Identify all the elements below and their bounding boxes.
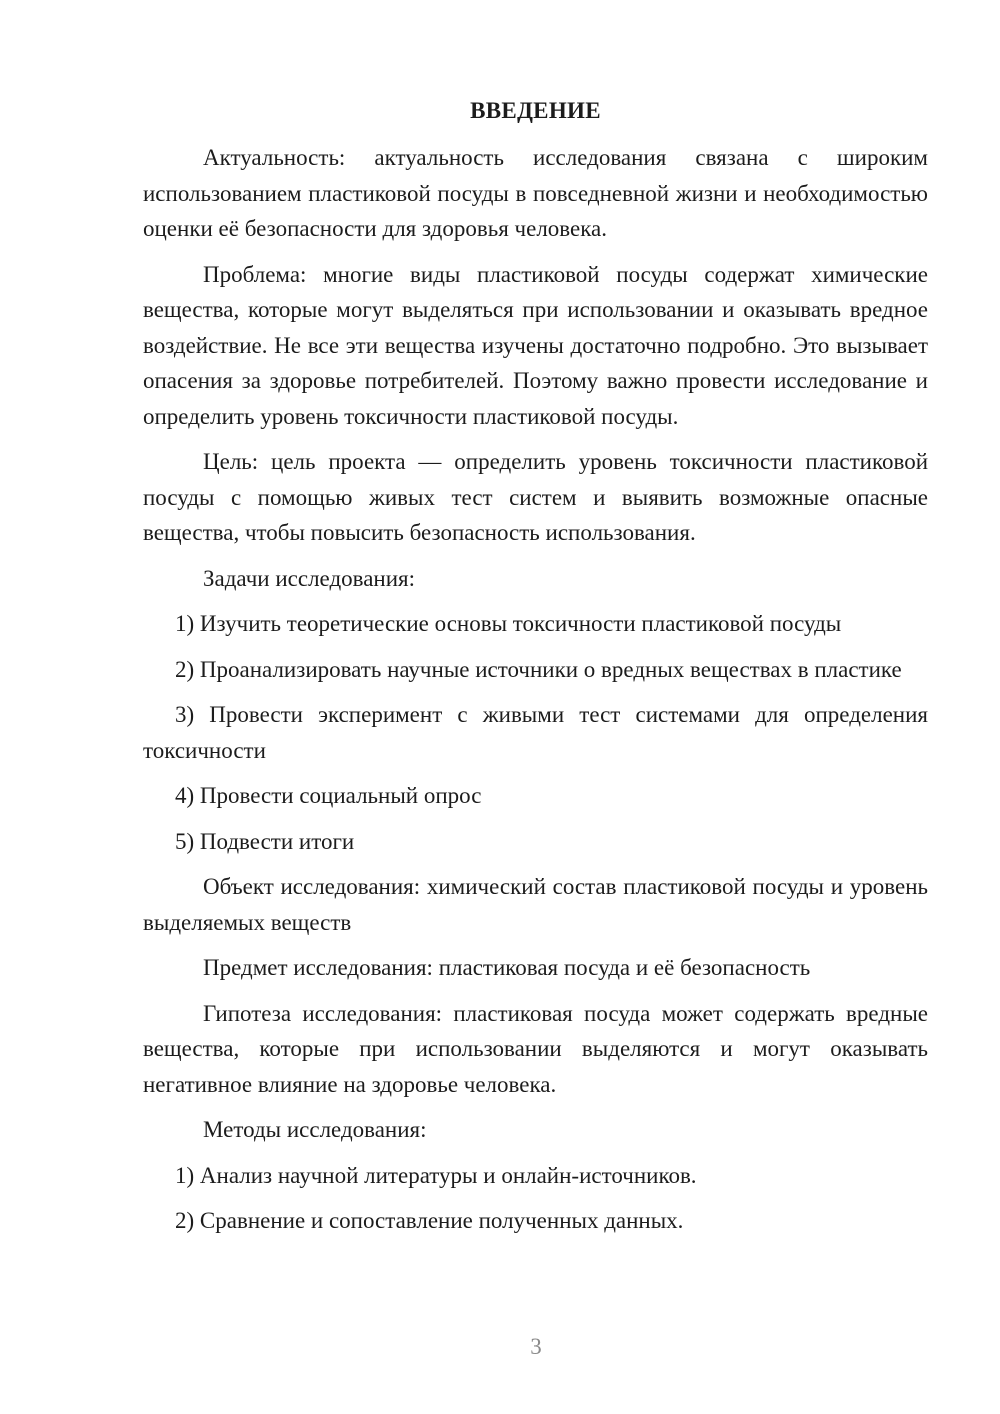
page-title: ВВЕДЕНИЕ <box>470 98 601 123</box>
tasks-heading: Задачи исследования: <box>203 565 416 591</box>
tasks-list <box>143 606 928 859</box>
page-content <box>143 96 928 1249</box>
list-item: 4) Провести социальный опрос <box>175 783 482 808</box>
hypothesis-paragraph: Гипотеза исследования: пластиковая посуда может содержать вредные вещества, которые при использовании выделяются и могут оказывать негативное влияние на здоровье человека. <box>143 1000 928 1097</box>
list-item: 1) Изучить теоретические основы токсичности пластиковой посуды <box>175 611 842 636</box>
methods-heading: Методы исследования: <box>203 1117 427 1142</box>
object-paragraph: Объект исследования: химический состав пластиковой посуды и уровень выделяемых веществ <box>143 874 928 935</box>
subject-paragraph: Предмет исследования: пластиковая посуда и её безопасность <box>203 955 811 980</box>
list-item: 3) Провести эксперимент с живыми тест системами для определения токсичности <box>143 702 928 763</box>
methods-list <box>143 1158 928 1239</box>
page-number: 3 <box>530 1334 542 1359</box>
list-item: 2) Проанализировать научные источники о вредных веществах в пластике <box>175 656 902 682</box>
relevance-paragraph: Актуальность: актуальность исследования связана с широким использованием пластиковой посуды в повседневной жизни и необходимостью оценки её безопасности для здоровья человека. <box>143 145 928 241</box>
list-item: 2) Сравнение и сопоставление полученных данных. <box>175 1208 684 1233</box>
list-item: 5) Подвести итоги <box>175 828 355 854</box>
goal-paragraph: Цель: цель проекта — определить уровень токсичности пластиковой посуды с помощью живых тест систем и выявить возможные опасные вещества, чтобы повысить безопасность использования. <box>143 449 928 545</box>
list-item: 1) Анализ научной литературы и онлайн-источников. <box>175 1162 697 1188</box>
problem-paragraph: Проблема: многие виды пластиковой посуды содержат химические вещества, которые могут выделяться при использовании и оказывать вредное воздействие. Не все эти вещества изучены достаточно подробно. Это вызывает опасения за здоровье потребителей. Поэтому важно провести исследование и определить уровень токсичности пластиковой посуды. <box>143 261 928 429</box>
